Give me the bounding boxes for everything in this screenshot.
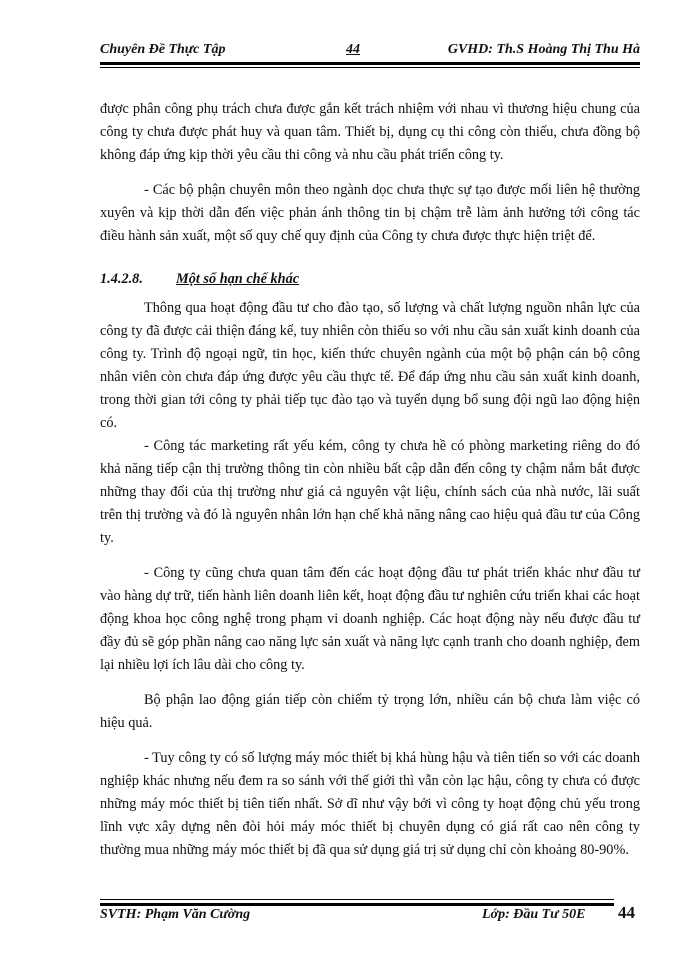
section-heading [100,268,640,291]
footer-class: Lớp: Đầu Tư 50E [482,907,586,922]
header-page-number: 44 [346,42,360,57]
paragraph: - Các bộ phận chuyên môn theo ngành dọc chưa thực sự tạo được mối liên hệ thường xuyên và kịp thời dẫn đến việc phản ánh thông tin bị chậm trễ làm ảnh hưởng tới công tác điều hành sản xuất, một số quy chế quy định của Công ty chưa được thực hiện triệt để. [100,182,640,244]
section-title: Một số hạn chế khác [176,271,300,287]
header-rule-thin [100,67,640,68]
header-supervisor: GVHD: Th.S Hoàng Thị Thu Hà [447,42,640,57]
header-rule-thick [100,62,640,65]
paragraph: Bộ phận lao động gián tiếp còn chiếm tỷ trọng lớn, nhiều cán bộ chưa làm việc có hiệu quả. [100,692,640,731]
footer-page-number: 44 [618,903,635,922]
footer-rule-thin [100,899,614,900]
page-header [100,38,640,64]
paragraph: - Công ty cũng chưa quan tâm đến các hoạt động đầu tư phát triển khác như đầu tư vào hàng dự trữ, tiến hành liên doanh liên kết, hoạt động đầu tư nghiên cứu triển khai các hoạt động khoa học công nghệ trong phạm vi doanh nghiệp. Các hoạt động này nếu được đầu tư đầy đủ sẽ góp phần nâng cao năng lực sản xuất và năng lực cạnh tranh cho doanh nghiệp, đem lại nhiều lợi ích lâu dài cho công ty. [100,565,640,673]
document-body [100,98,640,862]
paragraph: - Công tác marketing rất yếu kém, công ty chưa hề có phòng marketing riêng do đó khả năng tiếp cận thị trường thông tin còn nhiều bất cập dẫn đến công ty chậm nắm bắt được những thay đổi của thị trường như giá cả nguyên vật liệu, chính sách của nhà nước, lãi suất trên thị trường và đó là nguyên nhân lớn hạn chế khả năng nâng cao hiệu quả đầu tư của Công ty. [100,438,640,546]
paragraph: Thông qua hoạt động đầu tư cho đào tạo, số lượng và chất lượng nguồn nhân lực của công ty đã được cải thiện đáng kể, tuy nhiên còn thiếu so với nhu cầu sản xuất kinh doanh của công ty. Trình độ ngoại ngữ, tin học, kiến thức chuyên ngành của một bộ phận cán bộ công nhân viên còn chưa đáp ứng được yêu cầu thực tế. Để đáp ứng nhu cầu sản xuất kinh doanh, trong thời gian tới công ty phải tiếp tục đào tạo và tuyển dụng bổ sung đội ngũ lao động hiện có. [100,300,640,431]
section-number: 1.4.2.8. [100,271,143,287]
footer-student: SVTH: Phạm Văn Cường [100,907,251,922]
page-footer [100,905,640,927]
header-topic: Chuyên Đề Thực Tập [100,42,226,57]
paragraph: - Tuy công ty có số lượng máy móc thiết bị khá hùng hậu và tiên tiến so với các doanh nghiệp khác nhưng nếu đem ra so sánh với thế giới thì vẫn còn lạc hậu, công ty chưa có được những máy móc thiết bị tiên tiến nhất. Sở dĩ như vậy bởi vì công ty hoạt động chủ yếu trong lĩnh vực xây dựng nên đòi hỏi máy móc thiết bị chuyên dụng có giá rất cao nên công ty thường mua những máy móc thiết bị đã qua sử dụng giá trị sử dụng chỉ còn khoảng 80-90%. [100,750,640,858]
paragraph: được phân công phụ trách chưa được gắn kết trách nhiệm với nhau vì thương hiệu chung của công ty chưa được phát huy và quan tâm. Thiết bị, dụng cụ thi công còn thiếu, chưa đồng bộ không đáp ứng kịp thời yêu cầu thi công và nhu cầu phát triển công ty. [100,101,640,163]
